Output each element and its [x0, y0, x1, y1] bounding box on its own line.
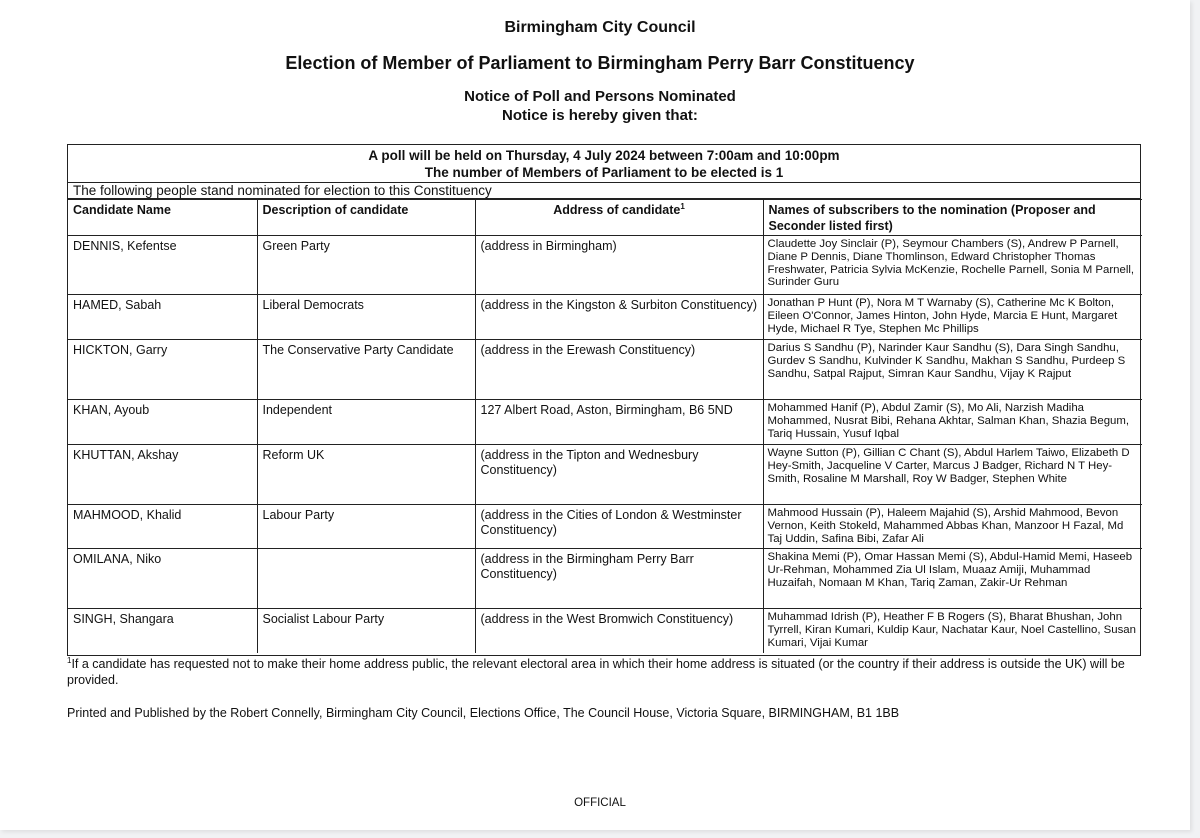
- candidate-name: DENNIS, Kefentse: [68, 236, 257, 295]
- candidate-description: The Conservative Party Candidate: [257, 340, 475, 400]
- candidate-address: (address in the Erewash Constituency): [475, 340, 763, 400]
- table-row: [68, 400, 1142, 445]
- candidate-name: KHUTTAN, Akshay: [68, 445, 257, 505]
- address-footnote: [67, 656, 1147, 688]
- table-header-row: [68, 200, 1142, 236]
- candidate-subscribers: Muhammad Idrish (P), Heather F B Rogers (S), Bharat Bhushan, John Tyrrell, Kiran Kumari, Kuldip Kaur, Nachatar Kaur, Noel Castellino, Susan Kumari, Vijai Kumar: [763, 609, 1142, 653]
- candidate-subscribers: Mahmood Hussain (P), Haleem Majahid (S), Arshid Mahmood, Bevon Vernon, Keith Stokeld, Mahammed Abbas Khan, Manzoor H Fazal, Md Taj Uddin, Safina Bibi, Zafar Ali: [763, 505, 1142, 549]
- footnote-text: If a candidate has requested not to make their home address public, the relevant electoral area in which their home address is situated (or the country if their address is outside the UK) will be provided.: [67, 657, 1125, 687]
- notice-given: Notice is hereby given that:: [502, 107, 698, 124]
- candidate-name: HICKTON, Garry: [68, 340, 257, 400]
- candidate-subscribers: Darius S Sandhu (P), Narinder Kaur Sandhu (S), Dara Singh Sandhu, Gurdev S Sandhu, Kulvinder K Sandhu, Makhan S Sandhu, Purdeep S Sandhu, Satpal Rajput, Simran Kaur Sandhu, Vijay K Rajput: [763, 340, 1142, 400]
- candidate-address: (address in Birmingham): [475, 236, 763, 295]
- table-row: [68, 609, 1142, 653]
- candidate-address: (address in the Kingston & Surbiton Constituency): [475, 295, 763, 340]
- table-row: [68, 445, 1142, 505]
- poll-info: [68, 145, 1140, 183]
- candidate-description: Green Party: [257, 236, 475, 295]
- members-count-line: The number of Members of Parliament to be elected is 1: [424, 165, 784, 180]
- footnote-reference: 1: [680, 201, 685, 211]
- candidate-subscribers: Wayne Sutton (P), Gillian C Chant (S), Abdul Harlem Taiwo, Elizabeth D Hey-Smith, Jacqueline V Carter, Marcus J Badger, Richard N T Hey-Smith, Rosaline M Marshall, Roy W Badger, Stephen White: [763, 445, 1142, 505]
- candidate-description: Independent: [257, 400, 475, 445]
- candidate-description: Socialist Labour Party: [257, 609, 475, 653]
- table-row: [68, 340, 1142, 400]
- candidate-name: SINGH, Shangara: [68, 609, 257, 653]
- footnote-mark: 1: [67, 655, 72, 665]
- election-title: Election of Member of Parliament to Birmingham Perry Barr Constituency: [285, 53, 915, 73]
- col-header-address-label: Address of candidate: [553, 203, 681, 217]
- candidate-name: HAMED, Sabah: [68, 295, 257, 340]
- candidate-subscribers: Mohammed Hanif (P), Abdul Zamir (S), Mo Ali, Narzish Madiha Mohammed, Nusrat Bibi, Rehana Akhtar, Salman Khan, Shazia Begum, Tariq Hussain, Yusuf Iqbal: [763, 400, 1142, 445]
- table-row: [68, 505, 1142, 549]
- candidate-description: [257, 549, 475, 609]
- table-row: [68, 295, 1142, 340]
- table-row: [68, 236, 1142, 295]
- candidate-address: (address in the Tipton and Wednesbury Constituency): [475, 445, 763, 505]
- notice-title: Notice of Poll and Persons Nominated: [464, 88, 736, 105]
- candidate-description: Liberal Democrats: [257, 295, 475, 340]
- nominated-intro: The following people stand nominated for election to this Constituency: [68, 183, 1140, 199]
- candidate-subscribers: Claudette Joy Sinclair (P), Seymour Chambers (S), Andrew P Parnell, Diane P Dennis, Diane Thomlinson, Edward Christopher Thomas Freshwater, Patricia Sylvia McKenzie, Rochelle Parnell, Sonia M Parnell, Surinder Guru: [763, 236, 1142, 295]
- table-row: [68, 549, 1142, 609]
- candidate-subscribers: Jonathan P Hunt (P), Nora M T Warnaby (S), Catherine Mc K Bolton, Eileen O'Connor, James Hinton, John Hyde, Marcia E Hunt, Margaret Hyde, Michael R Tye, Stephen Mc Phillips: [763, 295, 1142, 340]
- candidate-description: Labour Party: [257, 505, 475, 549]
- col-header-address: [475, 200, 763, 236]
- candidates-table: [68, 199, 1142, 653]
- imprint: Printed and Published by the Robert Connelly, Birmingham City Council, Elections Office, The Council House, Victoria Square, BIRMINGHAM, B1 1BB: [67, 706, 900, 720]
- candidate-address: (address in the Birmingham Perry Barr Constituency): [475, 549, 763, 609]
- candidate-description: Reform UK: [257, 445, 475, 505]
- candidate-name: OMILANA, Niko: [68, 549, 257, 609]
- notice-box: [67, 144, 1141, 656]
- col-header-name: Candidate Name: [68, 200, 257, 236]
- council-name: Birmingham City Council: [504, 19, 696, 36]
- col-header-description: Description of candidate: [257, 200, 475, 236]
- candidate-name: KHAN, Ayoub: [68, 400, 257, 445]
- col-header-subscribers: Names of subscribers to the nomination (Proposer and Seconder listed first): [763, 200, 1142, 236]
- candidate-address: (address in the Cities of London & Westminster Constituency): [475, 505, 763, 549]
- candidate-address: 127 Albert Road, Aston, Birmingham, B6 5ND: [475, 400, 763, 445]
- classification-label: OFFICIAL: [574, 797, 626, 809]
- candidate-address: (address in the West Bromwich Constituency): [475, 609, 763, 653]
- poll-date-line: A poll will be held on Thursday, 4 July 2024 between 7:00am and 10:00pm: [368, 148, 840, 163]
- candidate-name: MAHMOOD, Khalid: [68, 505, 257, 549]
- candidate-subscribers: Shakina Memi (P), Omar Hassan Memi (S), Abdul-Hamid Memi, Haseeb Ur-Rehman, Mohammed Zia Ul Islam, Muaaz Amiji, Muhammad Huzaifah, Nomaan M Khan, Tariq Zaman, Zakir-Ur Rehman: [763, 549, 1142, 609]
